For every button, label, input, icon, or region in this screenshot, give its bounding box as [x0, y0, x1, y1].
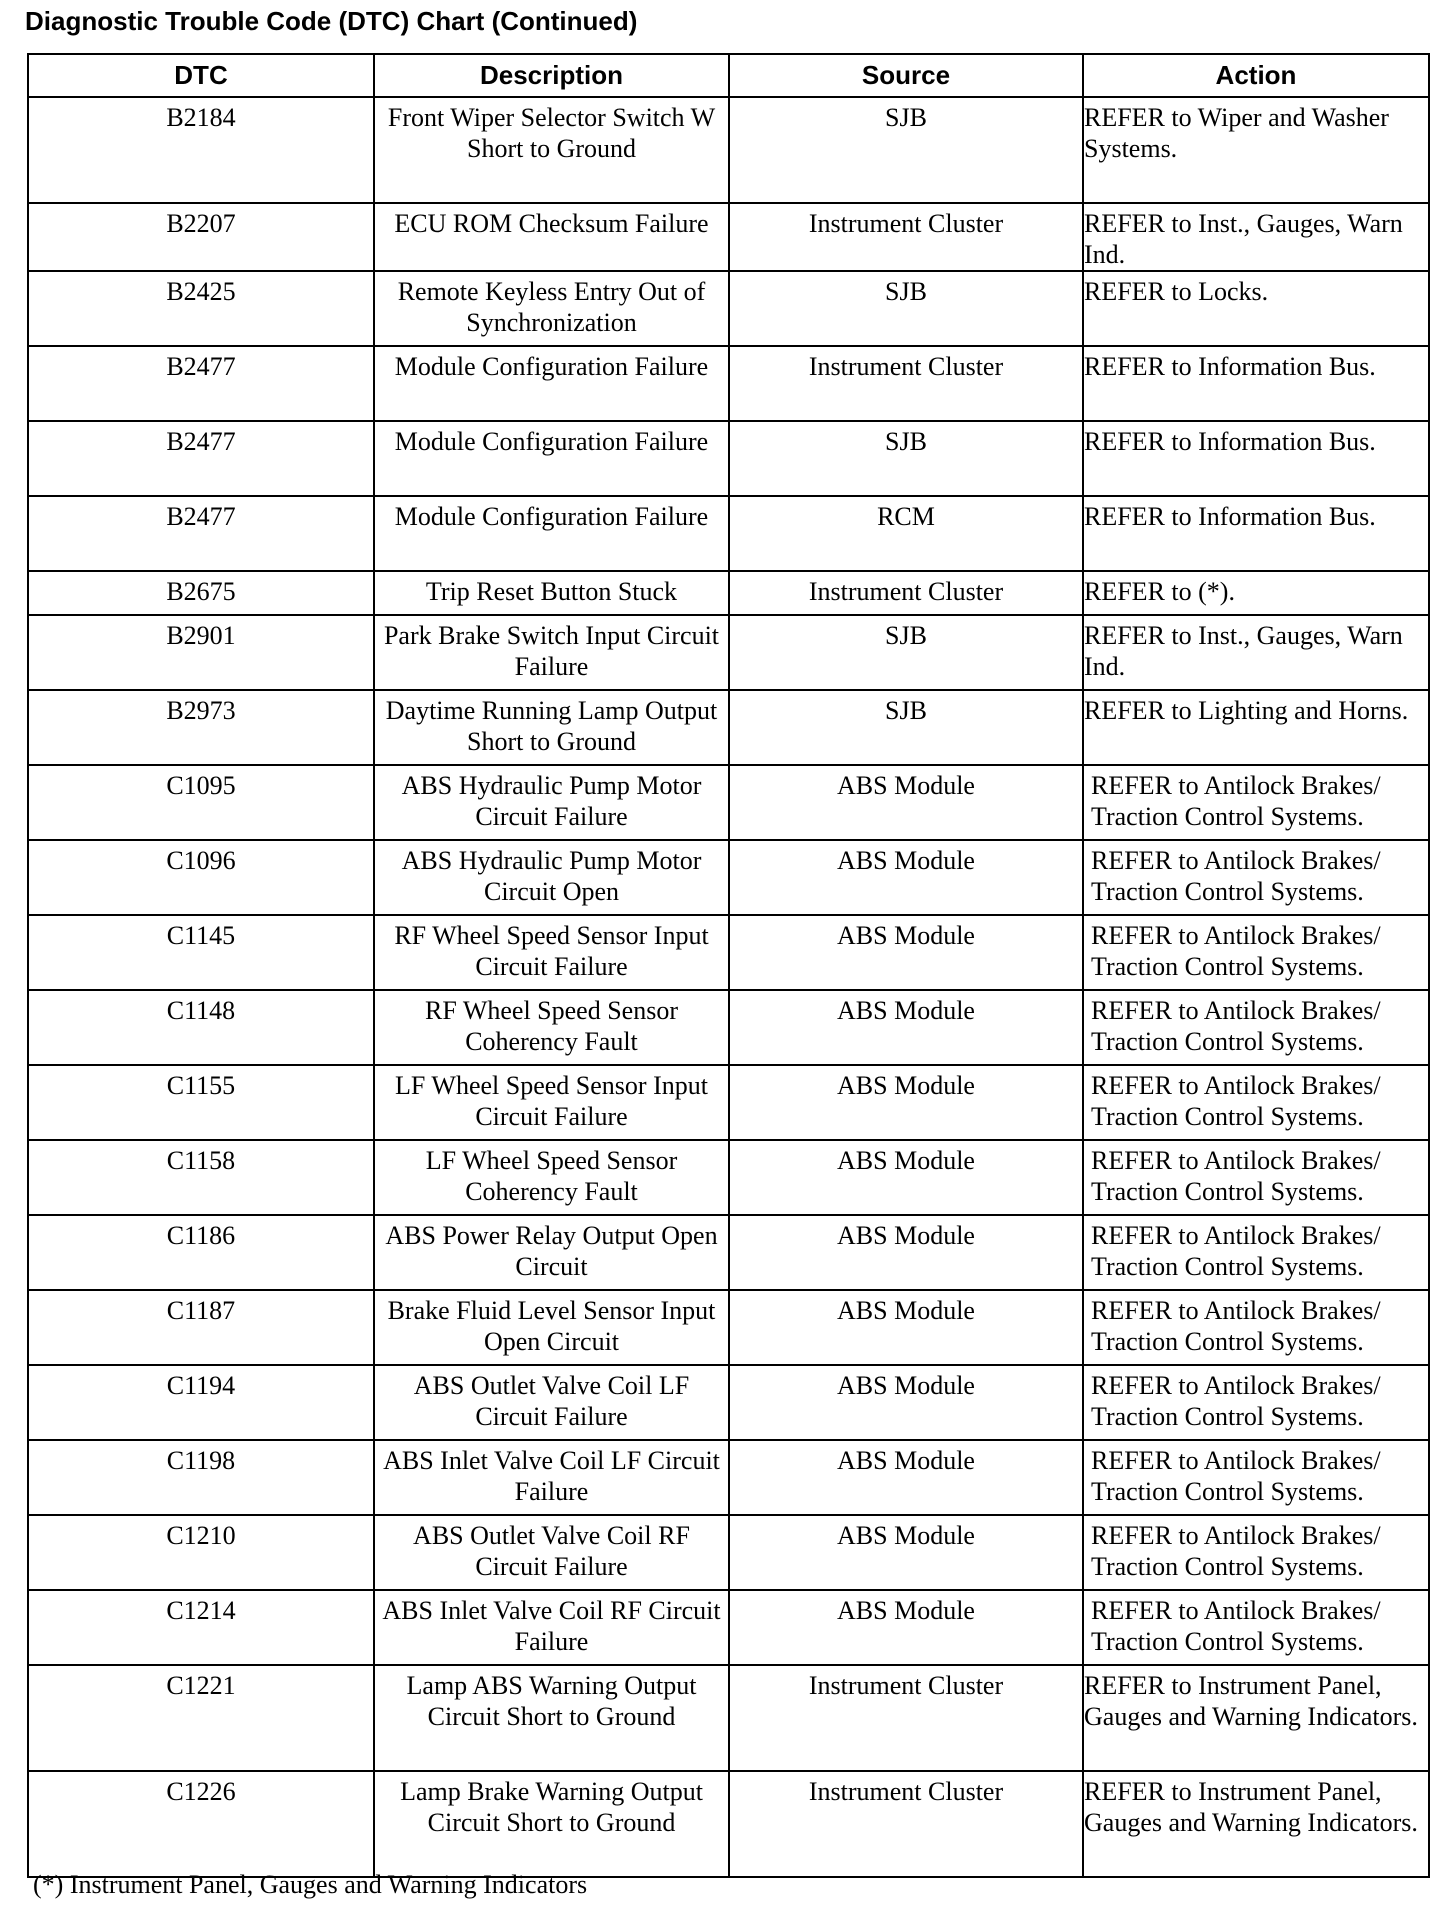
description-cell: LF Wheel Speed Sensor Input Circuit Failure	[374, 1065, 729, 1140]
source-cell: SJB	[729, 615, 1083, 690]
table-row	[28, 271, 1429, 346]
action-cell: REFER to Antilock Brakes/ Traction Control Systems.	[1083, 1515, 1429, 1590]
table-body	[28, 97, 1429, 1877]
table-header-row	[28, 54, 1429, 97]
table-row	[28, 615, 1429, 690]
action-cell: REFER to Inst., Gauges, Warn Ind.	[1083, 615, 1429, 690]
table-row	[28, 421, 1429, 496]
table-row	[28, 203, 1429, 271]
action-cell: REFER to Antilock Brakes/ Traction Control Systems.	[1083, 840, 1429, 915]
action-cell: REFER to Antilock Brakes/ Traction Control Systems.	[1083, 915, 1429, 990]
action-cell: REFER to Locks.	[1083, 271, 1429, 346]
action-cell: REFER to Instrument Panel, Gauges and Warning Indicators.	[1083, 1771, 1429, 1877]
header-action: Action	[1083, 54, 1429, 97]
description-cell: Module Configuration Failure	[374, 496, 729, 571]
source-cell: ABS Module	[729, 1290, 1083, 1365]
source-cell: SJB	[729, 421, 1083, 496]
description-cell: RF Wheel Speed Sensor Input Circuit Failure	[374, 915, 729, 990]
action-cell: REFER to Antilock Brakes/ Traction Control Systems.	[1083, 990, 1429, 1065]
header-source: Source	[729, 54, 1083, 97]
footnote: (*) Instrument Panel, Gauges and Warning Indicators	[33, 1870, 588, 1899]
table-row	[28, 990, 1429, 1065]
dtc-cell: C1210	[28, 1515, 374, 1590]
action-cell: REFER to Information Bus.	[1083, 346, 1429, 421]
source-cell: Instrument Cluster	[729, 571, 1083, 615]
source-cell: ABS Module	[729, 1365, 1083, 1440]
dtc-cell: C1194	[28, 1365, 374, 1440]
dtc-cell: C1096	[28, 840, 374, 915]
table-row	[28, 496, 1429, 571]
description-cell: ABS Inlet Valve Coil LF Circuit Failure	[374, 1440, 729, 1515]
source-cell: ABS Module	[729, 1515, 1083, 1590]
action-cell: REFER to (*).	[1083, 571, 1429, 615]
description-cell: RF Wheel Speed Sensor Coherency Fault	[374, 990, 729, 1065]
dtc-cell: C1186	[28, 1215, 374, 1290]
table-row	[28, 1665, 1429, 1771]
dtc-cell: C1158	[28, 1140, 374, 1215]
table-row	[28, 1440, 1429, 1515]
action-cell: REFER to Antilock Brakes/ Traction Control Systems.	[1083, 1365, 1429, 1440]
table-row	[28, 571, 1429, 615]
table-row	[28, 1365, 1429, 1440]
page-title: Diagnostic Trouble Code (DTC) Chart (Continued)	[25, 6, 638, 36]
description-cell: Trip Reset Button Stuck	[374, 571, 729, 615]
source-cell: ABS Module	[729, 1440, 1083, 1515]
dtc-cell: C1155	[28, 1065, 374, 1140]
table-row	[28, 346, 1429, 421]
source-cell: ABS Module	[729, 1065, 1083, 1140]
table-row	[28, 1515, 1429, 1590]
dtc-cell: B2901	[28, 615, 374, 690]
dtc-cell: C1145	[28, 915, 374, 990]
source-cell: Instrument Cluster	[729, 346, 1083, 421]
action-cell: REFER to Lighting and Horns.	[1083, 690, 1429, 765]
source-cell: Instrument Cluster	[729, 1771, 1083, 1877]
description-cell: ABS Inlet Valve Coil RF Circuit Failure	[374, 1590, 729, 1665]
dtc-cell: C1214	[28, 1590, 374, 1665]
table-row	[28, 97, 1429, 203]
table-row	[28, 690, 1429, 765]
description-cell: ABS Hydraulic Pump Motor Circuit Failure	[374, 765, 729, 840]
dtc-cell: B2675	[28, 571, 374, 615]
source-cell: ABS Module	[729, 1140, 1083, 1215]
table-row	[28, 1065, 1429, 1140]
action-cell: REFER to Instrument Panel, Gauges and Warning Indicators.	[1083, 1665, 1429, 1771]
action-cell: REFER to Antilock Brakes/ Traction Control Systems.	[1083, 1590, 1429, 1665]
dtc-cell: C1148	[28, 990, 374, 1065]
dtc-cell: B2425	[28, 271, 374, 346]
table-row	[28, 840, 1429, 915]
action-cell: REFER to Antilock Brakes/ Traction Control Systems.	[1083, 1440, 1429, 1515]
dtc-cell: C1198	[28, 1440, 374, 1515]
action-cell: REFER to Inst., Gauges, Warn Ind.	[1083, 203, 1429, 271]
dtc-table	[27, 53, 1430, 1878]
dtc-cell: C1187	[28, 1290, 374, 1365]
action-cell: REFER to Information Bus.	[1083, 421, 1429, 496]
description-cell: Brake Fluid Level Sensor Input Open Circuit	[374, 1290, 729, 1365]
source-cell: ABS Module	[729, 765, 1083, 840]
action-cell: REFER to Wiper and Washer Systems.	[1083, 97, 1429, 203]
header-dtc: DTC	[28, 54, 374, 97]
source-cell: SJB	[729, 97, 1083, 203]
dtc-cell: B2184	[28, 97, 374, 203]
description-cell: LF Wheel Speed Sensor Coherency Fault	[374, 1140, 729, 1215]
description-cell: Daytime Running Lamp Output Short to Ground	[374, 690, 729, 765]
source-cell: ABS Module	[729, 1590, 1083, 1665]
source-cell: RCM	[729, 496, 1083, 571]
dtc-cell: C1226	[28, 1771, 374, 1877]
description-cell: Module Configuration Failure	[374, 421, 729, 496]
action-cell: REFER to Antilock Brakes/ Traction Control Systems.	[1083, 1290, 1429, 1365]
dtc-cell: C1221	[28, 1665, 374, 1771]
dtc-cell: B2477	[28, 496, 374, 571]
description-cell: ABS Outlet Valve Coil LF Circuit Failure	[374, 1365, 729, 1440]
source-cell: SJB	[729, 271, 1083, 346]
action-cell: REFER to Antilock Brakes/ Traction Control Systems.	[1083, 1215, 1429, 1290]
action-cell: REFER to Antilock Brakes/ Traction Control Systems.	[1083, 1140, 1429, 1215]
source-cell: SJB	[729, 690, 1083, 765]
source-cell: Instrument Cluster	[729, 1665, 1083, 1771]
action-cell: REFER to Antilock Brakes/ Traction Control Systems.	[1083, 1065, 1429, 1140]
source-cell: Instrument Cluster	[729, 203, 1083, 271]
table-row	[28, 915, 1429, 990]
description-cell: Lamp ABS Warning Output Circuit Short to Ground	[374, 1665, 729, 1771]
source-cell: ABS Module	[729, 840, 1083, 915]
description-cell: Front Wiper Selector Switch W Short to Ground	[374, 97, 729, 203]
action-cell: REFER to Information Bus.	[1083, 496, 1429, 571]
dtc-cell: B2973	[28, 690, 374, 765]
action-cell: REFER to Antilock Brakes/ Traction Control Systems.	[1083, 765, 1429, 840]
description-cell: Lamp Brake Warning Output Circuit Short to Ground	[374, 1771, 729, 1877]
table-row	[28, 1215, 1429, 1290]
dtc-cell: B2477	[28, 421, 374, 496]
source-cell: ABS Module	[729, 1215, 1083, 1290]
source-cell: ABS Module	[729, 915, 1083, 990]
dtc-cell: C1095	[28, 765, 374, 840]
description-cell: Remote Keyless Entry Out of Synchronization	[374, 271, 729, 346]
table-row	[28, 1590, 1429, 1665]
source-cell: ABS Module	[729, 990, 1083, 1065]
dtc-cell: B2207	[28, 203, 374, 271]
table-row	[28, 1290, 1429, 1365]
description-cell: Park Brake Switch Input Circuit Failure	[374, 615, 729, 690]
table-row	[28, 1140, 1429, 1215]
table-row	[28, 765, 1429, 840]
dtc-cell: B2477	[28, 346, 374, 421]
description-cell: ABS Outlet Valve Coil RF Circuit Failure	[374, 1515, 729, 1590]
description-cell: ABS Power Relay Output Open Circuit	[374, 1215, 729, 1290]
description-cell: Module Configuration Failure	[374, 346, 729, 421]
header-description: Description	[374, 54, 729, 97]
table-row	[28, 1771, 1429, 1877]
description-cell: ECU ROM Checksum Failure	[374, 203, 729, 271]
description-cell: ABS Hydraulic Pump Motor Circuit Open	[374, 840, 729, 915]
